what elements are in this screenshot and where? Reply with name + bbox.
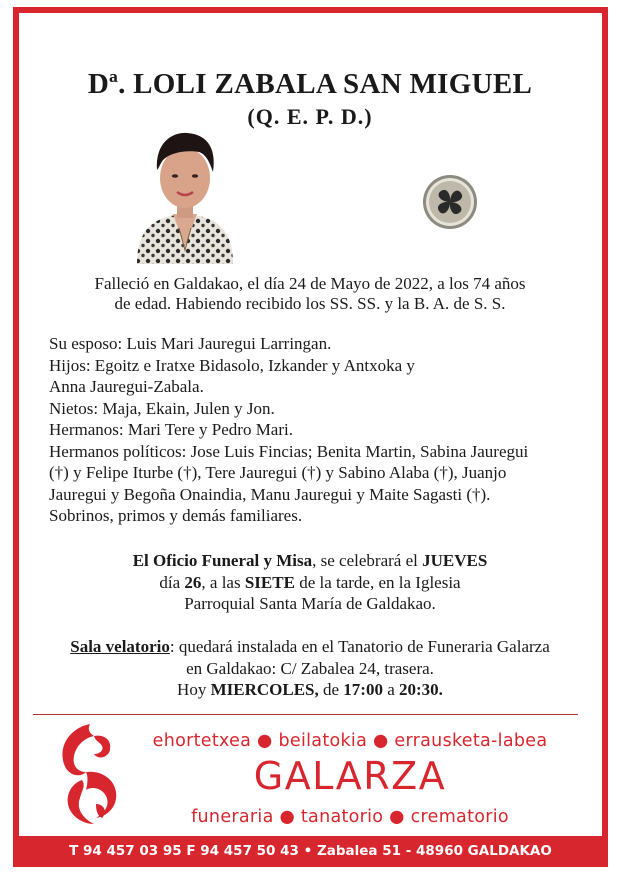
- brand-name: GALARZA: [253, 754, 447, 798]
- death-notice-line-2: de edad. Habiendo recibido los SS. SS. y la B. A. de S. S.: [114, 294, 506, 313]
- wake-line-2: en Galdakao: C/ Zabalea 24, trasera.: [186, 659, 434, 678]
- wake-line-3: [0, 680, 620, 701]
- wake-to-time: 20:30.: [399, 680, 443, 699]
- funeral-line-1-text: , se celebrará el: [312, 551, 423, 570]
- funeral-line-2-a: día: [159, 573, 185, 592]
- funeral-line-2-c: de la tarde, en la Iglesia: [294, 573, 461, 592]
- wake-line-1: [0, 637, 620, 658]
- relatives-line-9: Sobrinos, primos y demás familiares.: [49, 506, 303, 525]
- services-basque: ehortetxea ● beilatokia ● errausketa-labea: [152, 731, 548, 751]
- funeral-line-2: [0, 573, 620, 594]
- wake-day: MIERCOLES,: [210, 680, 319, 699]
- relatives-line-4: Nietos: Maja, Ekain, Julen y Jon.: [49, 399, 275, 418]
- funeral-time: SIETE: [244, 573, 295, 592]
- relatives-line-2: Hijos: Egoitz e Iratxe Bidasolo, Izkander y Antxoka y: [49, 356, 415, 375]
- relatives-line-5: Hermanos: Mari Tere y Pedro Mari.: [49, 420, 293, 439]
- funeral-line-1: [0, 551, 620, 572]
- relatives-line-8: Jauregui y Begoña Onaindia, Manu Jauregui y Maite Sagasti (†).: [49, 485, 491, 504]
- funeral-day: JUEVES: [422, 551, 488, 570]
- funeral-line-3: Parroquial Santa María de Galdakao.: [184, 594, 436, 613]
- wake-from-time: 17:00: [343, 680, 383, 699]
- portrait-photo: [135, 128, 235, 264]
- wake-line-1-text: : quedará instalada en el Tanatorio de Funeraria Galarza: [169, 637, 550, 656]
- qepd-line: (Q. E. P. D.): [247, 104, 373, 129]
- funeral-date-number: 26: [184, 573, 202, 592]
- wake-line-3-c: a: [382, 680, 400, 699]
- deceased-name: Dª. LOLI ZABALA SAN MIGUEL: [87, 68, 533, 100]
- funeral-title: El Oficio Funeral y Misa: [132, 551, 313, 570]
- relatives-line-3: Anna Jauregui-Zabala.: [49, 377, 204, 396]
- relatives-line-7: (†) y Felipe Iturbe (†), Tere Jauregui (†) y Sabino Alaba (†), Juanjo: [49, 463, 507, 482]
- lauburu-icon: [421, 173, 479, 231]
- divider: [33, 714, 578, 715]
- death-notice-line-1: Falleció en Galdakao, el día 24 de Mayo de 2022, a los 74 años: [94, 274, 526, 293]
- wake-line-3-b: de: [318, 680, 344, 699]
- wake-label: Sala velatorio: [70, 637, 170, 656]
- wake-line-3-a: Hoy: [177, 680, 211, 699]
- funeral-line-2-b: , a las: [201, 573, 245, 592]
- relatives-line-1: Su esposo: Luis Mari Jauregui Larringan.: [49, 334, 332, 353]
- services-spanish: funeraria ● tanatorio ● crematorio: [191, 807, 509, 827]
- relatives-line-6: Hermanos políticos: Jose Luis Fincias; Benita Martin, Sabina Jauregui: [49, 442, 529, 461]
- contact-footer: T 94 457 03 95 F 94 457 50 43 • Zabalea 51 - 48960 GALDAKAO: [13, 836, 608, 867]
